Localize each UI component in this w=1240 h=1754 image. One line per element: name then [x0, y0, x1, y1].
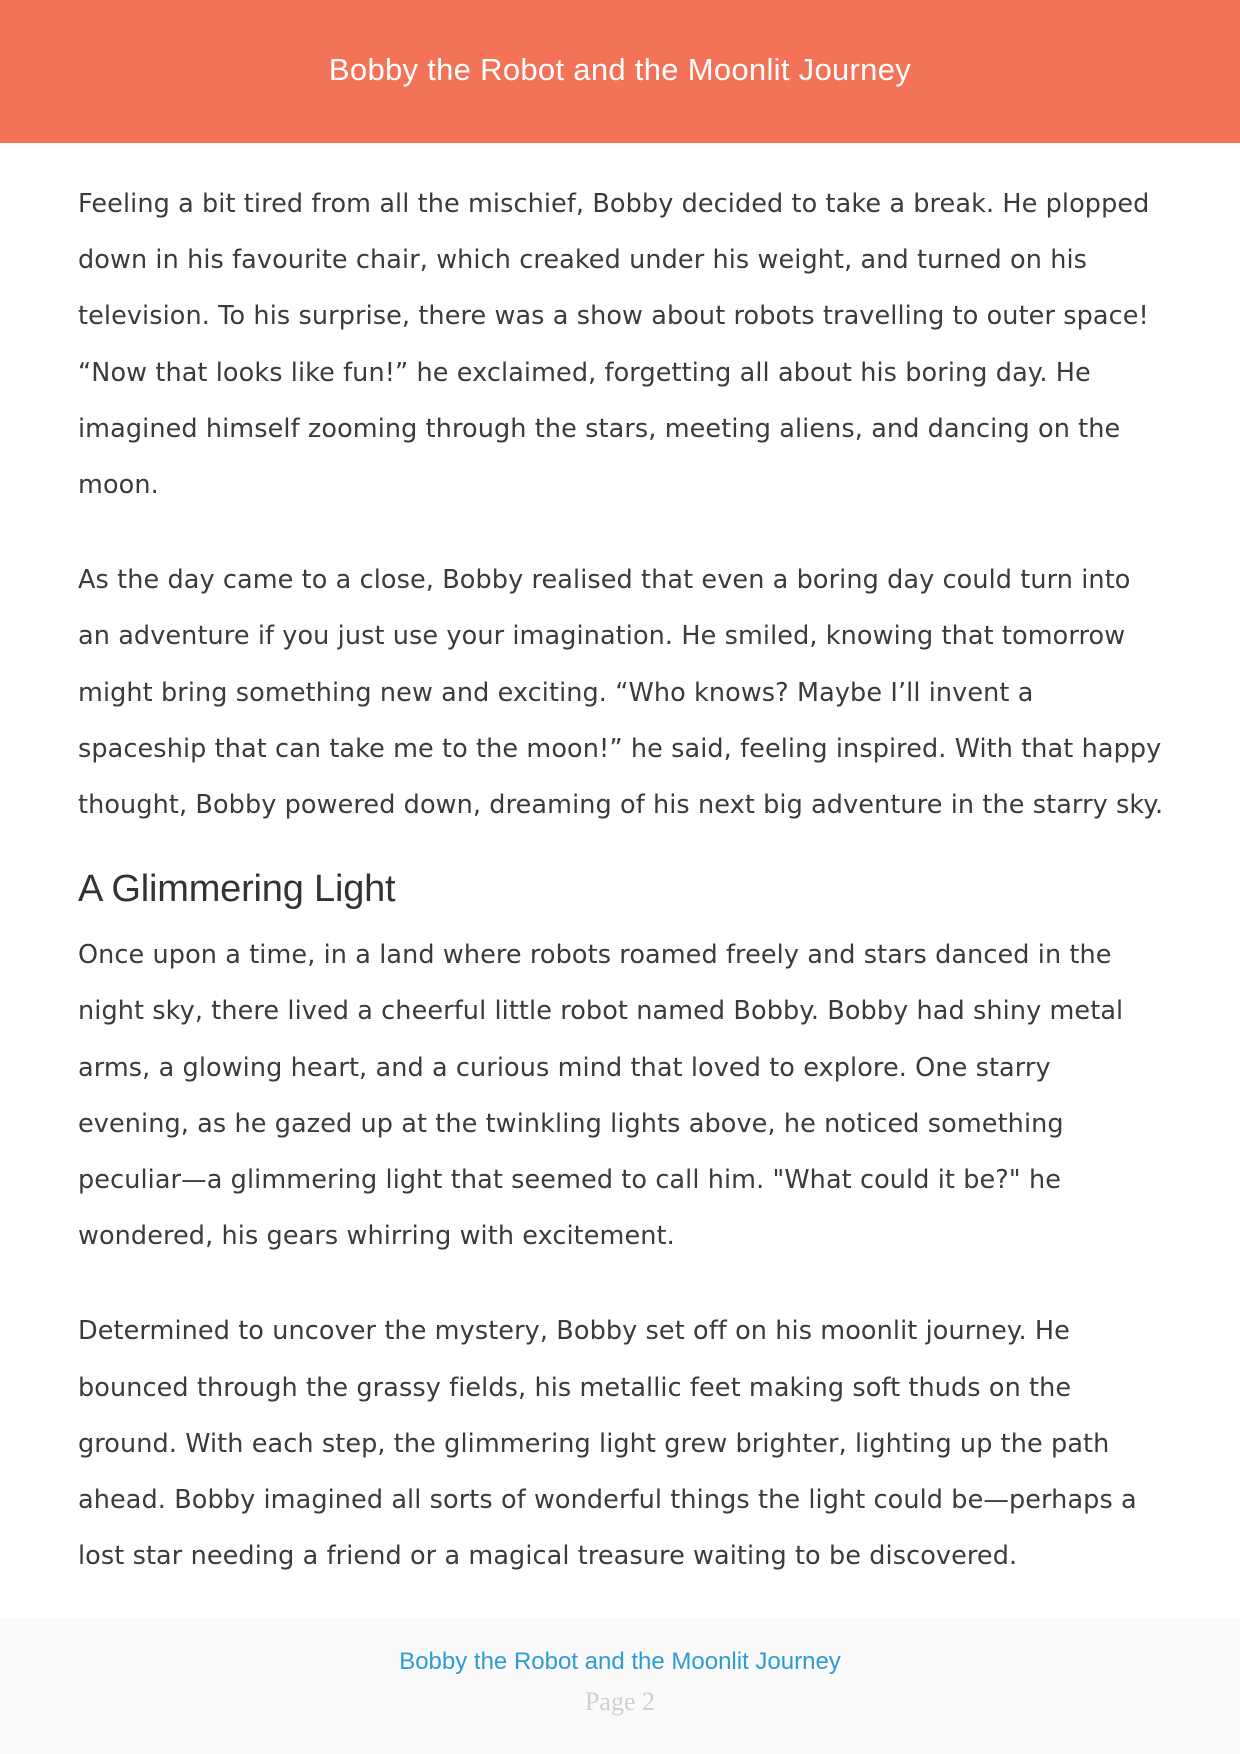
- header-title: Bobby the Robot and the Moonlit Journey: [328, 52, 912, 87]
- page-number: Page 2: [584, 1687, 656, 1716]
- page-content: [78, 176, 1168, 1623]
- section-heading: A Glimmering Light: [78, 868, 396, 911]
- story-paragraph: Determined to uncover the mystery, Bobby set off on his moonlit journey. He bounced through the grassy fields, his metallic feet making soft thuds on the ground. With each step, the glimmering light grew brighter, lighting up the path ahead. Bobby imagined all sorts of wonderful things the light could be—perhaps a lost star needing a friend or a magical treasure waiting to be discovered.: [78, 1316, 1137, 1572]
- story-paragraph: Feeling a bit tired from all the mischief, Bobby decided to take a break. He plopped down in his favourite chair, which creaked under his weight, and turned on his television. To his surprise, there was a show about robots travelling to outer space! “Now that looks like fun!” he exclaimed, forgetting all about his boring day. He imagined himself zooming through the stars, meeting aliens, and dancing on the moon.: [78, 189, 1150, 501]
- footer-title: Bobby the Robot and the Moonlit Journey: [399, 1648, 841, 1675]
- story-paragraph: As the day came to a close, Bobby realised that even a boring day could turn into an adventure if you just use your imagination. He smiled, knowing that tomorrow might bring something new and exciting. “Who knows? Maybe I’ll invent a spaceship that can take me to the moon!” he said, feeling inspired. With that happy thought, Bobby powered down, dreaming of his next big adventure in the starry sky.: [78, 565, 1164, 821]
- page-footer: [0, 1618, 1240, 1754]
- story-paragraph: Once upon a time, in a land where robots roamed freely and stars danced in the night sky, there lived a cheerful little robot named Bobby. Bobby had shiny metal arms, a glowing heart, and a curious mind that loved to explore. One starry evening, as he gazed up at the twinkling lights above, he noticed something peculiar—a glimmering light that seemed to call him. "What could it be?" he wondered, his gears whirring with excitement.: [78, 940, 1124, 1252]
- page-header: [0, 0, 1240, 143]
